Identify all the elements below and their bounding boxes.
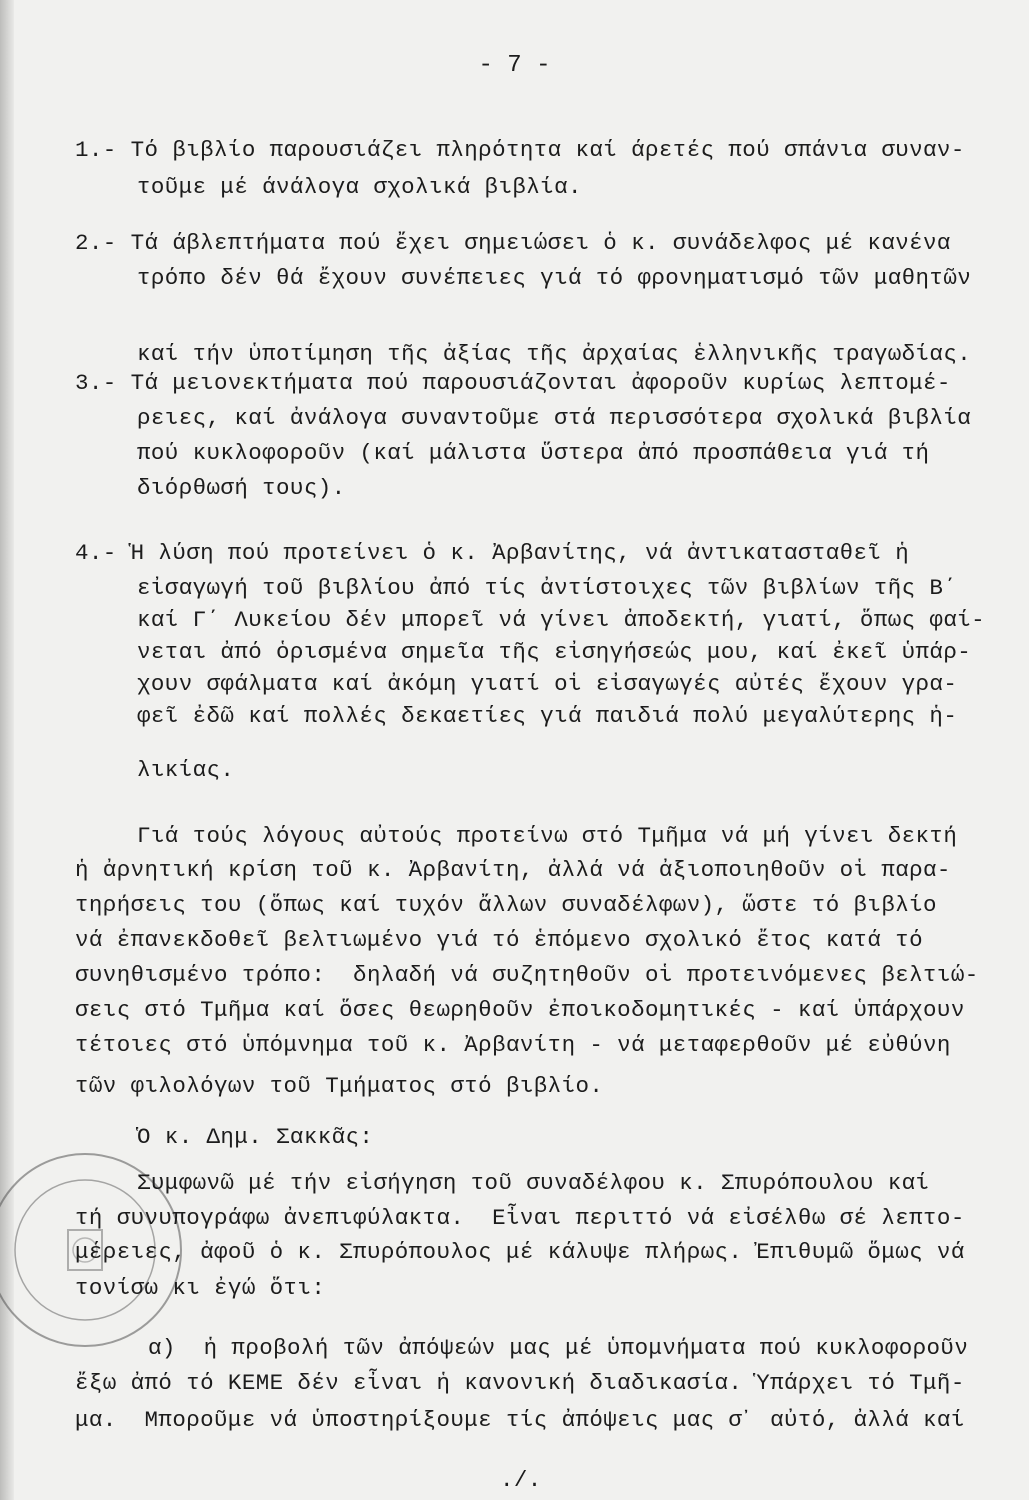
text-line: τῶν φιλολόγων τοῦ Τμήματος στό βιβλίο. [75, 1073, 604, 1099]
text-line: σεις στό Τμῆμα καί ὅσες θεωρηθοῦν ἐποικοδομητικές - καί ὑπάρχουν [75, 997, 965, 1023]
text-line: χουν σφάλματα καί ἀκόμη γιατί οἱ εἰσαγωγές αὐτές ἔχουν γρα- [137, 671, 958, 697]
text-line: μα. Μποροῦμε νά ὑποστηρίξουμε τίς ἀπόψεις μας σ᾽ αὐτό, ἀλλά καί [75, 1407, 965, 1433]
text-line: 4.- Ἡ λύση πού προτείνει ὁ κ. Ἀρβανίτης, νά ἀντικατασταθεῖ ἡ [75, 540, 910, 566]
text-line: τή συνυπογράφω ἀνεπιφύλακτα. Εἶναι περιττό νά εἰσέλθω σέ λεπτο- [75, 1205, 965, 1231]
text-line: εἰσαγωγή τοῦ βιβλίου ἀπό τίς ἀντίστοιχες τῶν βιβλίων τῆς Β΄ [137, 575, 958, 601]
text-line: λικίας. [137, 757, 235, 783]
text-line: συνηθισμένο τρόπο: δηλαδή νά συζητηθοῦν οἱ προτεινόμενες βελτιώ- [75, 962, 979, 988]
text-line: ρειες, καί ἀνάλογα συναντοῦμε στά περισσότερα σχολικά βιβλία [137, 405, 972, 431]
text-line: Γιά τούς λόγους αὐτούς προτείνω στό Τμῆμα νά μή γίνει δεκτή [137, 823, 958, 849]
text-line: νά ἐπανεκδοθεῖ βελτιωμένο γιά τό ἑπόμενο σχολικό ἔτος κατά τό [75, 927, 924, 953]
text-line: τοῦμε μέ άνάλογα σχολικά βιβλία. [137, 174, 582, 200]
text-line: ἔξω ἀπό τό ΚΕΜΕ δέν εἶναι ἡ κανονική διαδικασία. Ὑπάρχει τό Τμῆ- [75, 1370, 965, 1396]
page-number: - 7 - [478, 52, 551, 79]
text-line: φεῖ ἐδῶ καί πολλές δεκαετίες γιά παιδιά πολύ μεγαλύτερης ἡ- [137, 703, 958, 729]
continuation-mark: ./. [500, 1467, 542, 1493]
text-line: τρόπο δέν θά ἔχουν συνέπειες γιά τό φρονηματισμό τῶν μαθητῶν [137, 265, 972, 291]
text-line: 3.- Τά μειονεκτήματα πού παρουσιάζονται ἀφοροῦν κυρίως λεπτομέ- [75, 370, 951, 396]
text-line: Συμφωνῶ μέ τήν εἰσήγηση τοῦ συναδέλφου κ. Σπυρόπουλου καί [137, 1170, 930, 1196]
text-line: 1.- Τό βιβλίο παρουσιάζει πληρότητα καί άρετές πού σπάνια συναν- [75, 137, 965, 163]
text-line: 2.- Τά άβλεπτήματα πού ἔχει σημειώσει ὁ κ. συνάδελφος μέ κανένα [75, 230, 951, 256]
text-line: πού κυκλοφοροῦν (καί μάλιστα ὕστερα ἀπό προσπάθεια γιά τή [137, 440, 930, 466]
text-line: μέρειες, ἀφοῦ ὁ κ. Σπυρόπουλος μέ κάλυψε πλήρως. Ἐπιθυμῶ ὅμως νά [75, 1239, 965, 1265]
text-line: Ὁ κ. Δημ. Σακκᾶς: [137, 1124, 374, 1150]
text-line: ἡ ἀρνητική κρίση τοῦ κ. Ἀρβανίτη, ἀλλά νά ἀξιοποιηθοῦν οἱ παρα- [75, 857, 951, 883]
text-line: τέτοιες στό ὑπόμνημα τοῦ κ. Ἀρβανίτη - νά μεταφερθοῦν μέ εὐθύνη [75, 1032, 951, 1058]
text-line: α) ἡ προβολή τῶν ἀπόψεών μας μέ ὑπομνήματα πού κυκλοφοροῦν [148, 1335, 969, 1361]
text-line: νεται ἀπό ὁρισμένα σημεῖα τῆς εἰσηγήσεώς μου, καί ἐκεῖ ὑπάρ- [137, 639, 972, 665]
text-line: καί Γ΄ Λυκείου δέν μπορεῖ νά γίνει ἀποδεκτή, γιατί, ὅπως φαί- [137, 607, 986, 633]
text-line: τηρήσεις του (ὅπως καί τυχόν ἄλλων συναδέλφων), ὥστε τό βιβλίο [75, 892, 937, 918]
text-line: τονίσω κι ἐγώ ὅτι: [75, 1275, 326, 1301]
text-line: διόρθωσή τους). [137, 475, 346, 501]
text-line: καί τήν ὑποτίμηση τῆς ἀξίας τῆς ἀρχαίας ἑλληνικῆς τραγωδίας. [137, 341, 972, 367]
